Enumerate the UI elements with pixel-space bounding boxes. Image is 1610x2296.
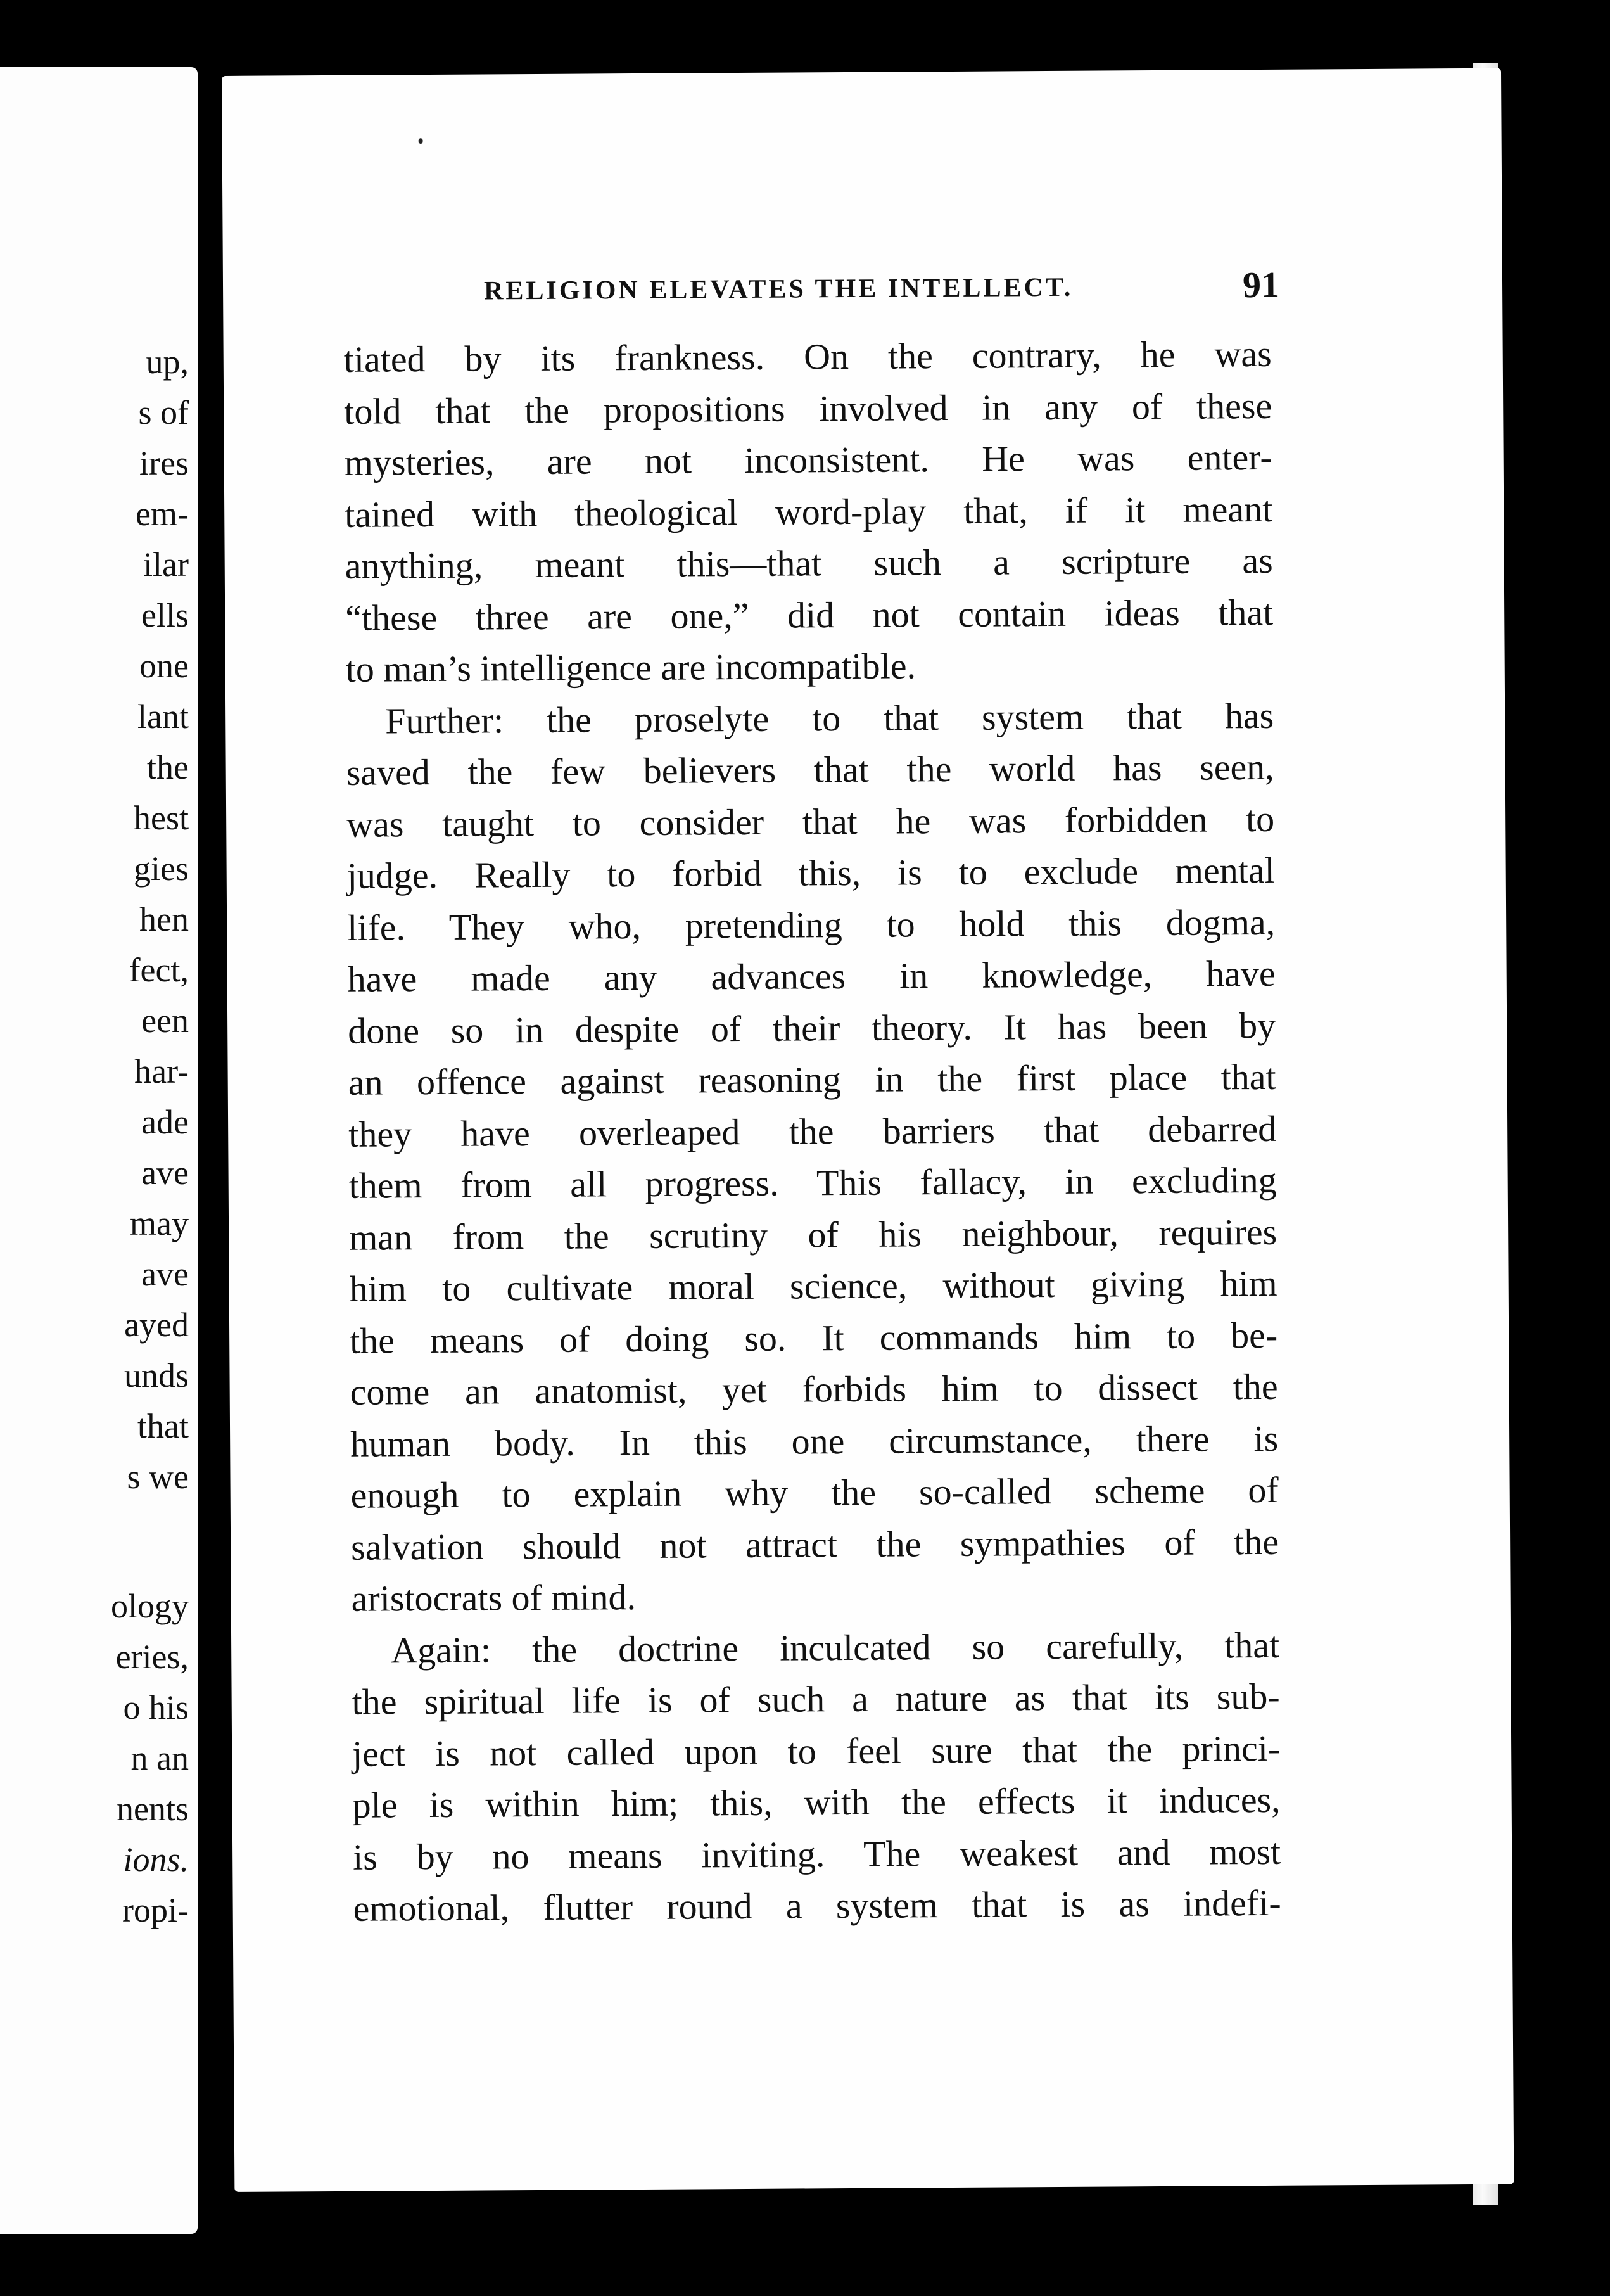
text-line: ject is not called upon to feel sure that the princi- <box>352 1727 1281 1775</box>
left-page-line: em- <box>136 495 189 533</box>
text-line: man from the scrutiny of his neighbour, requires <box>349 1211 1277 1258</box>
left-page-line: ade <box>141 1103 189 1141</box>
text-line: they have overleaped the barriers that debarred <box>348 1107 1277 1155</box>
left-page-line: eries, <box>115 1638 189 1676</box>
left-page-line: nents <box>117 1790 189 1828</box>
text-line: Again: the doctrine inculcated so carefully, that <box>390 1624 1280 1671</box>
right-page <box>222 68 1514 2192</box>
left-page-line: ayed <box>124 1306 189 1344</box>
left-page-line: ology <box>110 1587 189 1625</box>
text-line: is by no means inviting. The weakest and most <box>352 1830 1281 1878</box>
text-line: emotional, flutter round a system that is as indefi- <box>353 1882 1281 1929</box>
left-page-line: ave <box>141 1255 189 1293</box>
left-page-line: unds <box>124 1356 189 1394</box>
text-line: judge. Really to forbid this, is to exclude mental <box>346 849 1275 896</box>
text-line: saved the few believers that the world has seen, <box>346 746 1274 793</box>
left-page-line: fect, <box>129 951 189 989</box>
left-page-line: that <box>137 1407 189 1445</box>
text-line: human body. In this one circumstance, there is <box>350 1417 1279 1465</box>
text-line: “these three are one,” did not contain ideas that <box>345 591 1274 639</box>
text-line: told that the propositions involved in any of these <box>344 385 1272 432</box>
left-page-line: up, <box>146 343 189 381</box>
left-page-line: ells <box>141 596 189 634</box>
text-line: the means of doing so. It commands him to be- <box>349 1314 1278 1362</box>
body-text <box>343 328 1281 1934</box>
left-page-line: ions. <box>123 1840 189 1878</box>
page-number: 91 <box>1242 264 1280 306</box>
text-line: an offence against reasoning in the first place that <box>348 1056 1276 1103</box>
text-line: come an anatomist, yet forbids him to dissect the <box>350 1365 1278 1413</box>
left-page-line: ropi- <box>122 1891 189 1929</box>
text-line: them from all progress. This fallacy, in excluding <box>348 1159 1277 1206</box>
left-page-line: ires <box>139 444 189 482</box>
left-page-line: gies <box>134 850 189 888</box>
left-page-line: ave <box>141 1154 189 1192</box>
text-line: ple is within him; this, with the effects it induces, <box>352 1778 1281 1826</box>
left-page-line: een <box>141 1002 189 1040</box>
left-page-line: ilar <box>143 545 189 584</box>
running-head: RELIGION ELEVATES THE INTELLECT. <box>483 272 1074 306</box>
text-line: him to cultivate moral science, without giving him <box>349 1262 1277 1310</box>
text-line: anything, meant this—that such a scripture as <box>345 539 1273 587</box>
text-line: was taught to consider that he was forbidden to <box>346 798 1275 845</box>
ink-speck <box>419 138 423 144</box>
left-page-line: hest <box>134 799 189 837</box>
text-line: enough to explain why the so-called scheme of <box>350 1469 1279 1516</box>
left-page-line: hen <box>139 900 189 938</box>
left-page-line: s we <box>127 1458 189 1496</box>
text-line: salvation should not attract the sympathies of the <box>350 1521 1279 1568</box>
text-line: aristocrats of mind. <box>351 1576 637 1619</box>
left-page-line: har- <box>134 1052 189 1090</box>
text-line: to man’s intelligence are incompatible. <box>345 645 916 690</box>
text-line: Further: the proselyte to that system that has <box>385 694 1274 741</box>
text-line: tained with theological word-play that, if it meant <box>345 488 1273 535</box>
left-page-line: the <box>147 748 189 786</box>
text-line: mysteries, are not inconsistent. He was enter- <box>344 436 1272 483</box>
left-page-line: one <box>139 647 189 685</box>
left-page-line: s of <box>138 393 189 431</box>
text-line: done so in despite of their theory. It has been by <box>348 1004 1276 1052</box>
left-page-line: n an <box>130 1739 189 1777</box>
book-gutter <box>198 0 222 2296</box>
left-page-line: may <box>130 1204 189 1242</box>
left-page <box>0 67 198 2234</box>
text-line: have made any advances in knowledge, have <box>347 952 1276 1000</box>
left-page-line: lant <box>137 698 189 736</box>
text-line: the spiritual life is of such a nature as that its sub- <box>352 1675 1280 1723</box>
text-line: life. They who, pretending to hold this dogma, <box>347 901 1276 948</box>
text-line: tiated by its frankness. On the contrary, he was <box>343 333 1272 380</box>
left-page-line: o his <box>123 1688 189 1726</box>
